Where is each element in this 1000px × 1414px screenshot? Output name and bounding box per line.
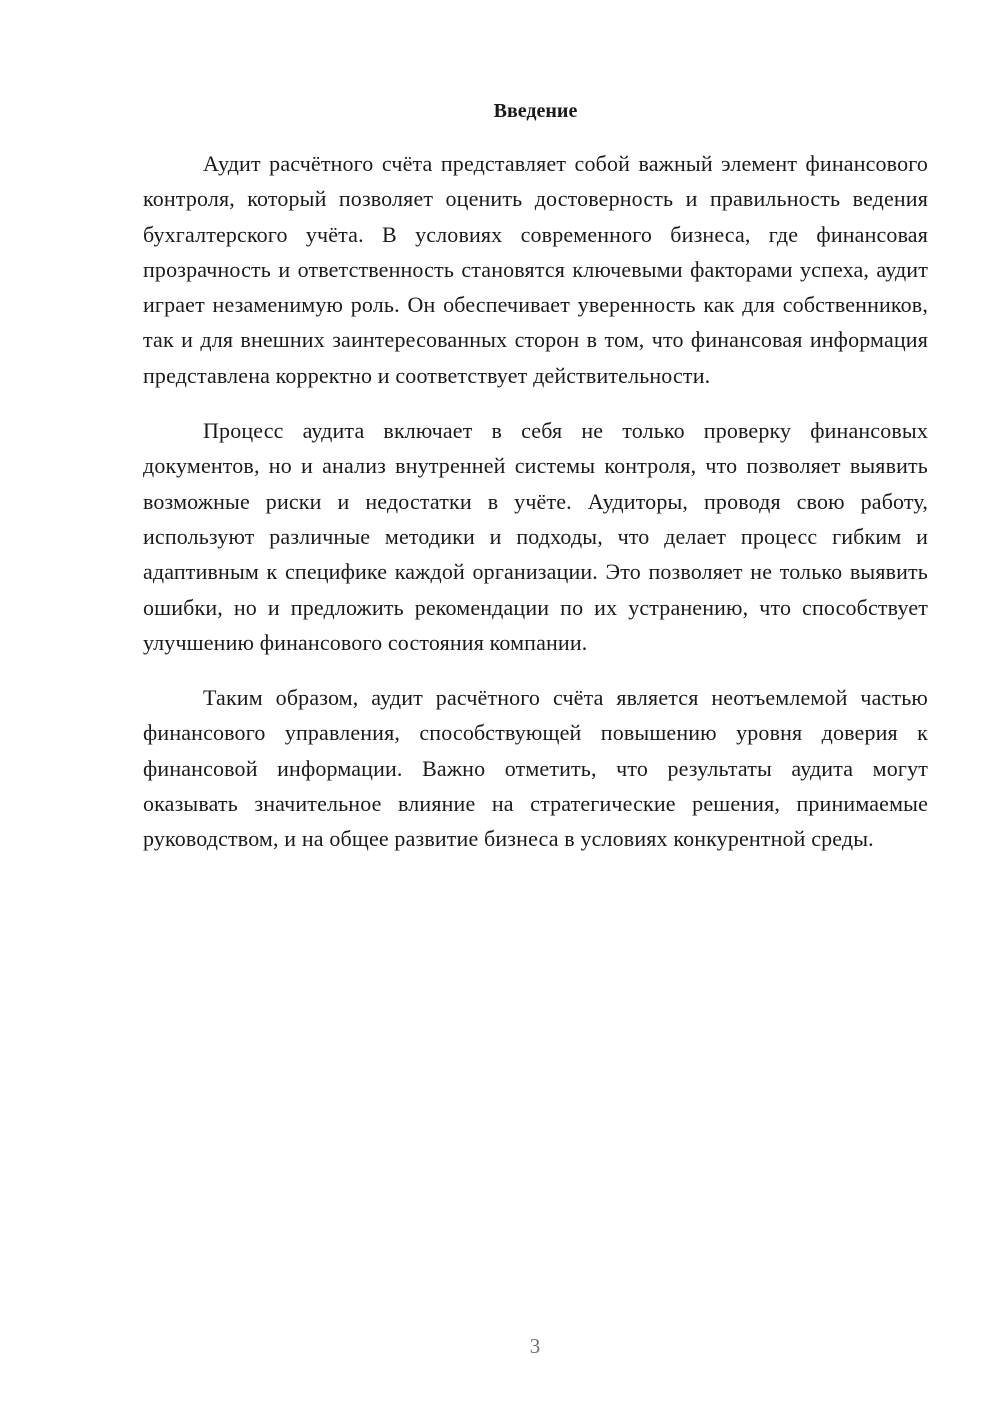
paragraph-1: Аудит расчётного счёта представляет собой важный элемент финансового контроля, который позволяет оценить достоверность и правильность ведения бухгалтерского учёта. В условиях современного бизнеса, где финансовая прозрачность и ответственность становятся ключевыми факторами успеха, аудит играет незаменимую роль. Он обеспечивает уверенность как для собственников, так и для внешних заинтересованных сторон в том, что финансовая информация представлена корректно и соответствует действительности. bbox=[143, 151, 928, 388]
paragraph-3: Таким образом, аудит расчётного счёта является неотъемлемой частью финансового управления, способствующей повышению уровня доверия к финансовой информации. Важно отметить, что результаты аудита могут оказывать значительное влияние на стратегические решения, принимаемые руководством, и на общее развитие бизнеса в условиях конкурентной среды. bbox=[143, 685, 928, 852]
section-title: Введение bbox=[493, 100, 578, 122]
paragraph-2: Процесс аудита включает в себя не только проверку финансовых документов, но и анализ внутренней системы контроля, что позволяет выявить возможные риски и недостатки в учёте. Аудиторы, проводя свою работу, используют различные методики и подходы, что делает процесс гибким и адаптивным к специфике каждой организации. Это позволяет не только выявить ошибки, но и предложить рекомендации по их устранению, что способствует улучшению финансового состояния компании. bbox=[143, 418, 928, 655]
page-content bbox=[143, 97, 928, 877]
page-number: 3 bbox=[529, 1334, 541, 1358]
